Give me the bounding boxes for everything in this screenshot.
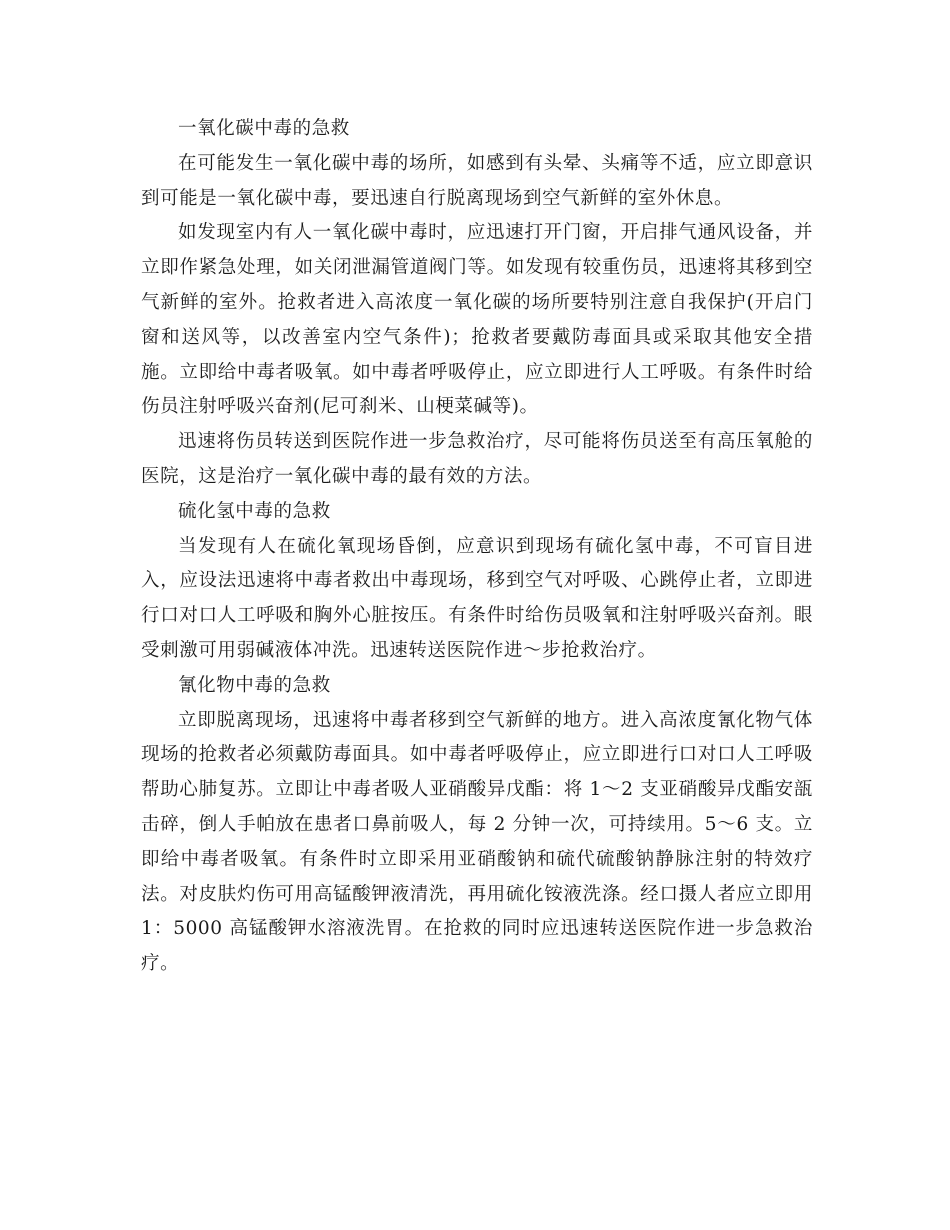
paragraph-h2s-1: 当发现有人在硫化氧现场昏倒，应意识到现场有硫化氢中毒，不可盲目进入，应设法迅速将中毒者救出中毒现场，移到空气对呼吸、心跳停止者，立即进行口对口人工呼吸和胸外心脏按压。有条件时给伤员吸氧和注射呼吸兴奋剂。眼受刺激可用弱碱液体冲洗。迅速转送医院作进～步抢救治疗。 <box>141 535 813 661</box>
paragraph-co-1: 在可能发生一氧化碳中毒的场所，如感到有头晕、头痛等不适，应立即意识到可能是一氧化碳中毒，要迅速自行脱离现场到空气新鲜的室外休息。 <box>141 152 813 209</box>
paragraph-cyanide-1: 立即脱离现场，迅速将中毒者移到空气新鲜的地方。进入高浓度氰化物气体现场的抢救者必须戴防毒面具。如中毒者呼吸停止，应立即进行口对口人工呼吸帮助心肺复苏。立即让中毒者吸人亚硝酸异戊酯：将 1～2 支亚硝酸异戊酯安瓿击碎，倒人手帕放在患者口鼻前吸人，每 2 分钟一次，可持续用。5～6 支。立即给中毒者吸氧。有条件时立即采用亚硝酸钠和硫代硫酸钠静脉注射的特效疗法。对皮肤灼伤可用高锰酸钾液清洗，再用硫化铵液洗涤。经口摄人者应立即用 1：5000 高锰酸钾水溶液洗胃。在抢救的同时应迅速转送医院作进一步急救治疗。 <box>141 709 813 975</box>
section-heading-cyanide: 氰化物中毒的急救 <box>178 674 331 696</box>
document-page <box>141 112 813 982</box>
paragraph-co-3: 迅速将伤员转送到医院作进一步急救治疗，尽可能将伤员送至有高压氧舱的医院，这是治疗一氧化碳中毒的最有效的方法。 <box>141 431 813 487</box>
paragraph-co-2: 如发现室内有人一氧化碳中毒时，应迅速打开门窗，开启排气通风设备，并立即作紧急处理，如关闭泄漏管道阀门等。如发现有较重伤员，迅速将其移到空气新鲜的室外。抢救者进入高浓度一氧化碳的场所要特别注意自我保护(开启门窗和送风等，以改善室内空气条件)；抢救者要戴防毒面具或采取其他安全措施。立即给中毒者吸氧。如中毒者呼吸停止，应立即进行人工呼吸。有条件时给伤员注射呼吸兴奋剂(尼可刹米、山梗菜碱等)。 <box>141 222 813 418</box>
section-heading-co: 一氧化碳中毒的急救 <box>178 118 350 139</box>
section-heading-h2s: 硫化氢中毒的急救 <box>178 500 331 522</box>
